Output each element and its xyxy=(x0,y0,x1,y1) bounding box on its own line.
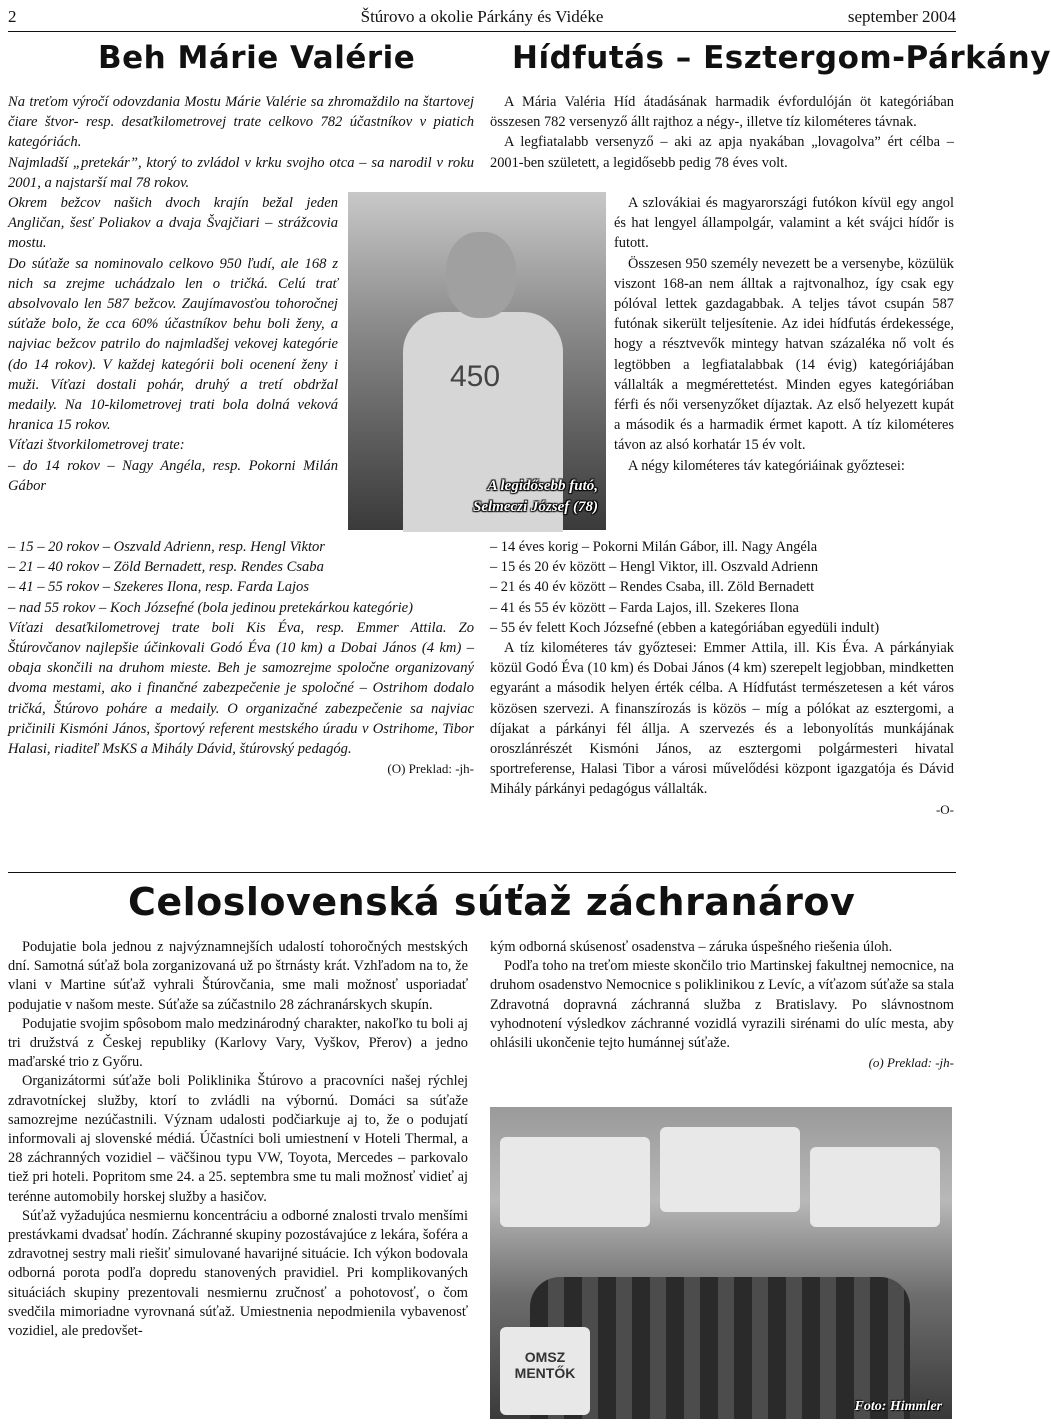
caption-line: A legidősebb futó, xyxy=(487,478,598,494)
ambulance-van xyxy=(660,1127,800,1212)
bottom-article-left-column xyxy=(8,938,468,1341)
right-closing-paragraph: A tíz kilométeres táv győztesei: Emmer Attila, ill. Kis Éva. A párkányiak közül Godó Éva (10 km) és Dobai János (4 km) szerepelt legjobban, mindketten egyaránt a második helyen érték célba. A Hídfutást természetesen a két város közösen szervezi. A finanszírozás is közös – míg a pólókat az esztergomi, a díjakat a párkányi fél állja. A szervezés és a lebonyolítás munkájának oroszlánrészét Kismóni János, az esztergomi polgármesteri hivatal sportreferense, Halasi Tibor a városi művelődési központ igazgatója és Dávid Mihály párkányi pedagógus vállalták. xyxy=(490,640,954,798)
right-paragraph: Összesen 950 személy nevezett be a versenybe, közülük viszont 168-an nem álltak a rajtvonalhoz, így csak egy pólóval lettek gazdagabbak. A teljes távot csupán 587 futónak sikerült teljesítenie. Az idei hídfutás érdekessége, hogy a résztvevők mintegy hatvan százaléka nő volt és legtöbben a legfiatalabbak (14 évig) kategóriájában vállalták a megmérettetést. Minden egyes kategóriában férfi és női versenyzőket díjaztak. Az első helyezett kupát a második és a harmadik érmet kapott. A tíz kilométeres távon az alsó korhatár 15 év volt. xyxy=(614,255,954,454)
right-result-item: – 41 és 55 év között – Farda Lajos, ill. Szekeres Ilona xyxy=(490,599,799,616)
right-paragraph: A legfiatalabb versenyző – aki az apja nyakában „lovagolva” ért célba – 2001-ben született, a legidősebb pedig 78 éves volt. xyxy=(490,134,954,171)
page-number: 2 xyxy=(8,7,17,26)
right-article-credit: -O- xyxy=(935,801,954,817)
caption-line: Selmeczi József (78) xyxy=(473,499,598,515)
bottom-paragraph: Súťaž vyžadujúca nesmiernu koncentráciu a odborné znalosti trvalo menšími prestávkami dvadsať hodín. Záchranné skupiny pozostávajúce z lekára, šoféra a zdravotnej sestry mali riešiť simulované havarijné situácie. Ich výkon bodovala odborná porota podľa dopredu stanovených pravidiel. Pri komplikovaných situáciách skupiny prezentovali nesmiernu zručnosť a pohotovosť, o čom svedčila mimoriadne vyrovnaná súťaž. Umiestnenia nepodmienila vybavenosť vozidiel, ale predovšet- xyxy=(8,1207,468,1340)
left-paragraph: Okrem bežcov našich dvoch krajín bežal jeden Angličan, šesť Poliakov a dvaja Švajčiari – strážcovia mostu. xyxy=(8,195,338,252)
masthead: Štúrovo a okolie Párkány és Vidéke xyxy=(360,7,604,26)
photo-credit: Foto: Himmler xyxy=(854,1399,942,1414)
left-article-credit: (O) Preklad: -jh- xyxy=(387,761,474,777)
ambulance-photo xyxy=(490,1107,952,1419)
right-article-title: Hídfutás – Esztergom-Párkány xyxy=(512,40,1051,76)
bottom-paragraph: Podujatie svojim spôsobom malo medzinárodný charakter, nakoľko tu boli aj tri družstvá z Českej republiky (Karlovy Vary, Vyškov, Přerov) a jedno maďarské trio z Győru. xyxy=(8,1015,468,1071)
runner-photo xyxy=(348,192,606,530)
left-article-body xyxy=(8,193,338,496)
left-result-item: – nad 55 rokov – Koch Józsefné (bola jedinou pretekárkou kategórie) xyxy=(8,599,414,616)
right-result-item: – 21 és 40 év között – Rendes Csaba, ill. Zöld Bernadett xyxy=(490,579,815,596)
runner-figure-head xyxy=(446,232,516,318)
left-paragraph: Víťazi štvorkilometrovej trate: xyxy=(8,437,185,454)
right-article-body xyxy=(614,193,954,476)
left-article-intro xyxy=(8,92,474,193)
right-result-item: – 15 és 20 év között – Hengl Viktor, ill. Oszvald Adrienn xyxy=(490,559,819,576)
runner-photo-caption xyxy=(348,476,606,518)
bib-number: 450 xyxy=(450,360,501,393)
right-paragraph: A szlovákiai és magyarországi futókon kívül egy angol és hat lengyel állampolgár, valamint a két svájci hídőr is futott. xyxy=(614,195,954,252)
omsz-van-sign: OMSZ MENTŐK xyxy=(500,1327,590,1415)
bottom-paragraph: kým odborná skúsenosť osadenstva – záruka úspešného riešenia úloh. xyxy=(490,939,893,955)
left-paragraph: Najmladší „pretekár”, ktorý to zvládol v krku svojho otca – sa narodil v roku 2001, a najstarší mal 78 rokov. xyxy=(8,154,474,191)
right-paragraph: A Mária Valéria Híd átadásának harmadik évfordulóján öt kategóriában összesen 782 versenyző állt rajthoz a négy-, illetve tíz kilométeres távnak. xyxy=(490,94,954,131)
header-rule xyxy=(8,31,956,32)
left-paragraph: Do súťaže sa nominovalo celkovo 950 ľudí, ale 168 z nich sa zrejme uchádzalo len o tričká. Celú trať absolvovalo len 587 bežcov. Zaujímavosťou tohoročnej súťaže bolo, že cca 60% účastníkov behu boli ženy, a najviac bežcov patrilo do najmladšej vekovej kategórie (do 14 rokov). V každej kategórii boli ocenení ženy i muži. Víťazi dostali pohár, druhý a tretí obdržal medaily. Na 10-kilometrovej trati bola dolná veková hranica 15 rokov. xyxy=(8,255,338,434)
bottom-paragraph: Organizátormi súťaže boli Poliklinika Štúrovo a pracovníci našej rýchlej zdravotníckej služby, ktorí to zvládli na výbornú. Domáci sa súťaže samozrejme nezúčastnili. Význam udalosti podčiarkuje aj to, že o podujatí informovali aj slovenské médiá. Účastníci boli umiestnení v Hoteli Thermal, a 28 záchranných vozidiel – väčšinou typu VW, Toyota, Mercedes – parkovalo tiež pri hoteli. Popritom sme 24. a 25. septembra sme tu mali možnosť vidieť aj terénne automobily horskej služby a hasičov. xyxy=(8,1073,468,1205)
right-article-results xyxy=(490,537,954,820)
right-result-item: – 55 év felett Koch Józsefné (ebben a kategóriában egyedüli indult) xyxy=(490,619,880,636)
left-result-item: – 41 – 55 rokov – Szekeres Ilona, resp. Farda Lajos xyxy=(8,579,310,596)
right-paragraph: A négy kilométeres táv kategóriáinak győztesei: xyxy=(628,457,905,474)
left-article-results xyxy=(8,537,474,779)
bottom-article-credit: (o) Preklad: -jh- xyxy=(868,1055,954,1071)
left-result-item: – 21 – 40 rokov – Zöld Bernadett, resp. Rendes Csaba xyxy=(8,559,324,576)
ambulance-van xyxy=(810,1147,940,1227)
left-result-item: – 15 – 20 rokov – Oszvald Adrienn, resp. Hengl Viktor xyxy=(8,539,325,555)
left-article-title: Beh Márie Valérie xyxy=(98,40,416,76)
left-paragraph: Na treťom výročí odovzdania Mostu Márie Valérie sa zhromaždilo na štartovej čiare štvor- resp. desaťkilometrovej trate celkovo 782 účastníkov v piatich kategóriách. xyxy=(8,94,474,151)
left-result-item: – do 14 rokov – Nagy Angéla, resp. Pokorni Milán Gábor xyxy=(8,457,338,494)
left-closing-paragraph: Víťazi desaťkilometrovej trate boli Kis Éva, resp. Emmer Attila. Zo Štúrovčanov najlepšie účinkovali Godó Éva (10 km) a Dobai János (4 km) – obaja skončili na druhom mieste. Beh je samozrejme spoločne organizovaný dvoma mestami, ako i finančné zabezpečenie je spoločné – Ostrihom dodalo tričká, Štúrovo poháre a medaily. O organizačné zabezpečenie sa najviac pričinili Kismóni János, športový referent mestského úradu v Ostrihome, Tibor Halasi, riaditeľ MsKS a Mihály Dávid, štúrovský pedagóg. xyxy=(8,619,474,758)
issue-date: september 2004 xyxy=(847,7,956,26)
right-article-intro xyxy=(490,92,954,173)
bottom-paragraph: Podujatie bola jednou z najvýznamnejších udalostí tohoročných mestských dní. Samotná súťaž bola zorganizovaná už po štrnásty krát. Vzhľadom na to, že vlani v Martine súťaž vyhrali Štúrovčania, sme mali možnosť usporiadať podujatie v našom meste. Súťaže sa zúčastnilo 28 záchranárskych skupín. xyxy=(8,939,468,1013)
bottom-article-title: Celoslovenská súťaž záchranárov xyxy=(128,880,856,924)
section-divider xyxy=(8,872,956,873)
ambulance-van xyxy=(500,1137,650,1227)
right-result-item: – 14 éves korig – Pokorni Milán Gábor, ill. Nagy Angéla xyxy=(490,539,818,555)
bottom-article-right-column xyxy=(490,938,954,1072)
page-header xyxy=(8,4,956,30)
bottom-paragraph: Podľa toho na treťom mieste skončilo trio Martinskej fakultnej nemocnice, na druhom osadenstvo Nemocnice s poliklinikou z Levíc, a víťazom súťaže sa stala Zdravotná dopravná záchranná služba z Bratislavy. Po slávnostnom vyhodnotení výsledkov záchranné vozidlá vyrazili sirénami do ulíc mesta, aby ohlásili ukončenie tejto humánnej súťaže. xyxy=(490,958,954,1052)
